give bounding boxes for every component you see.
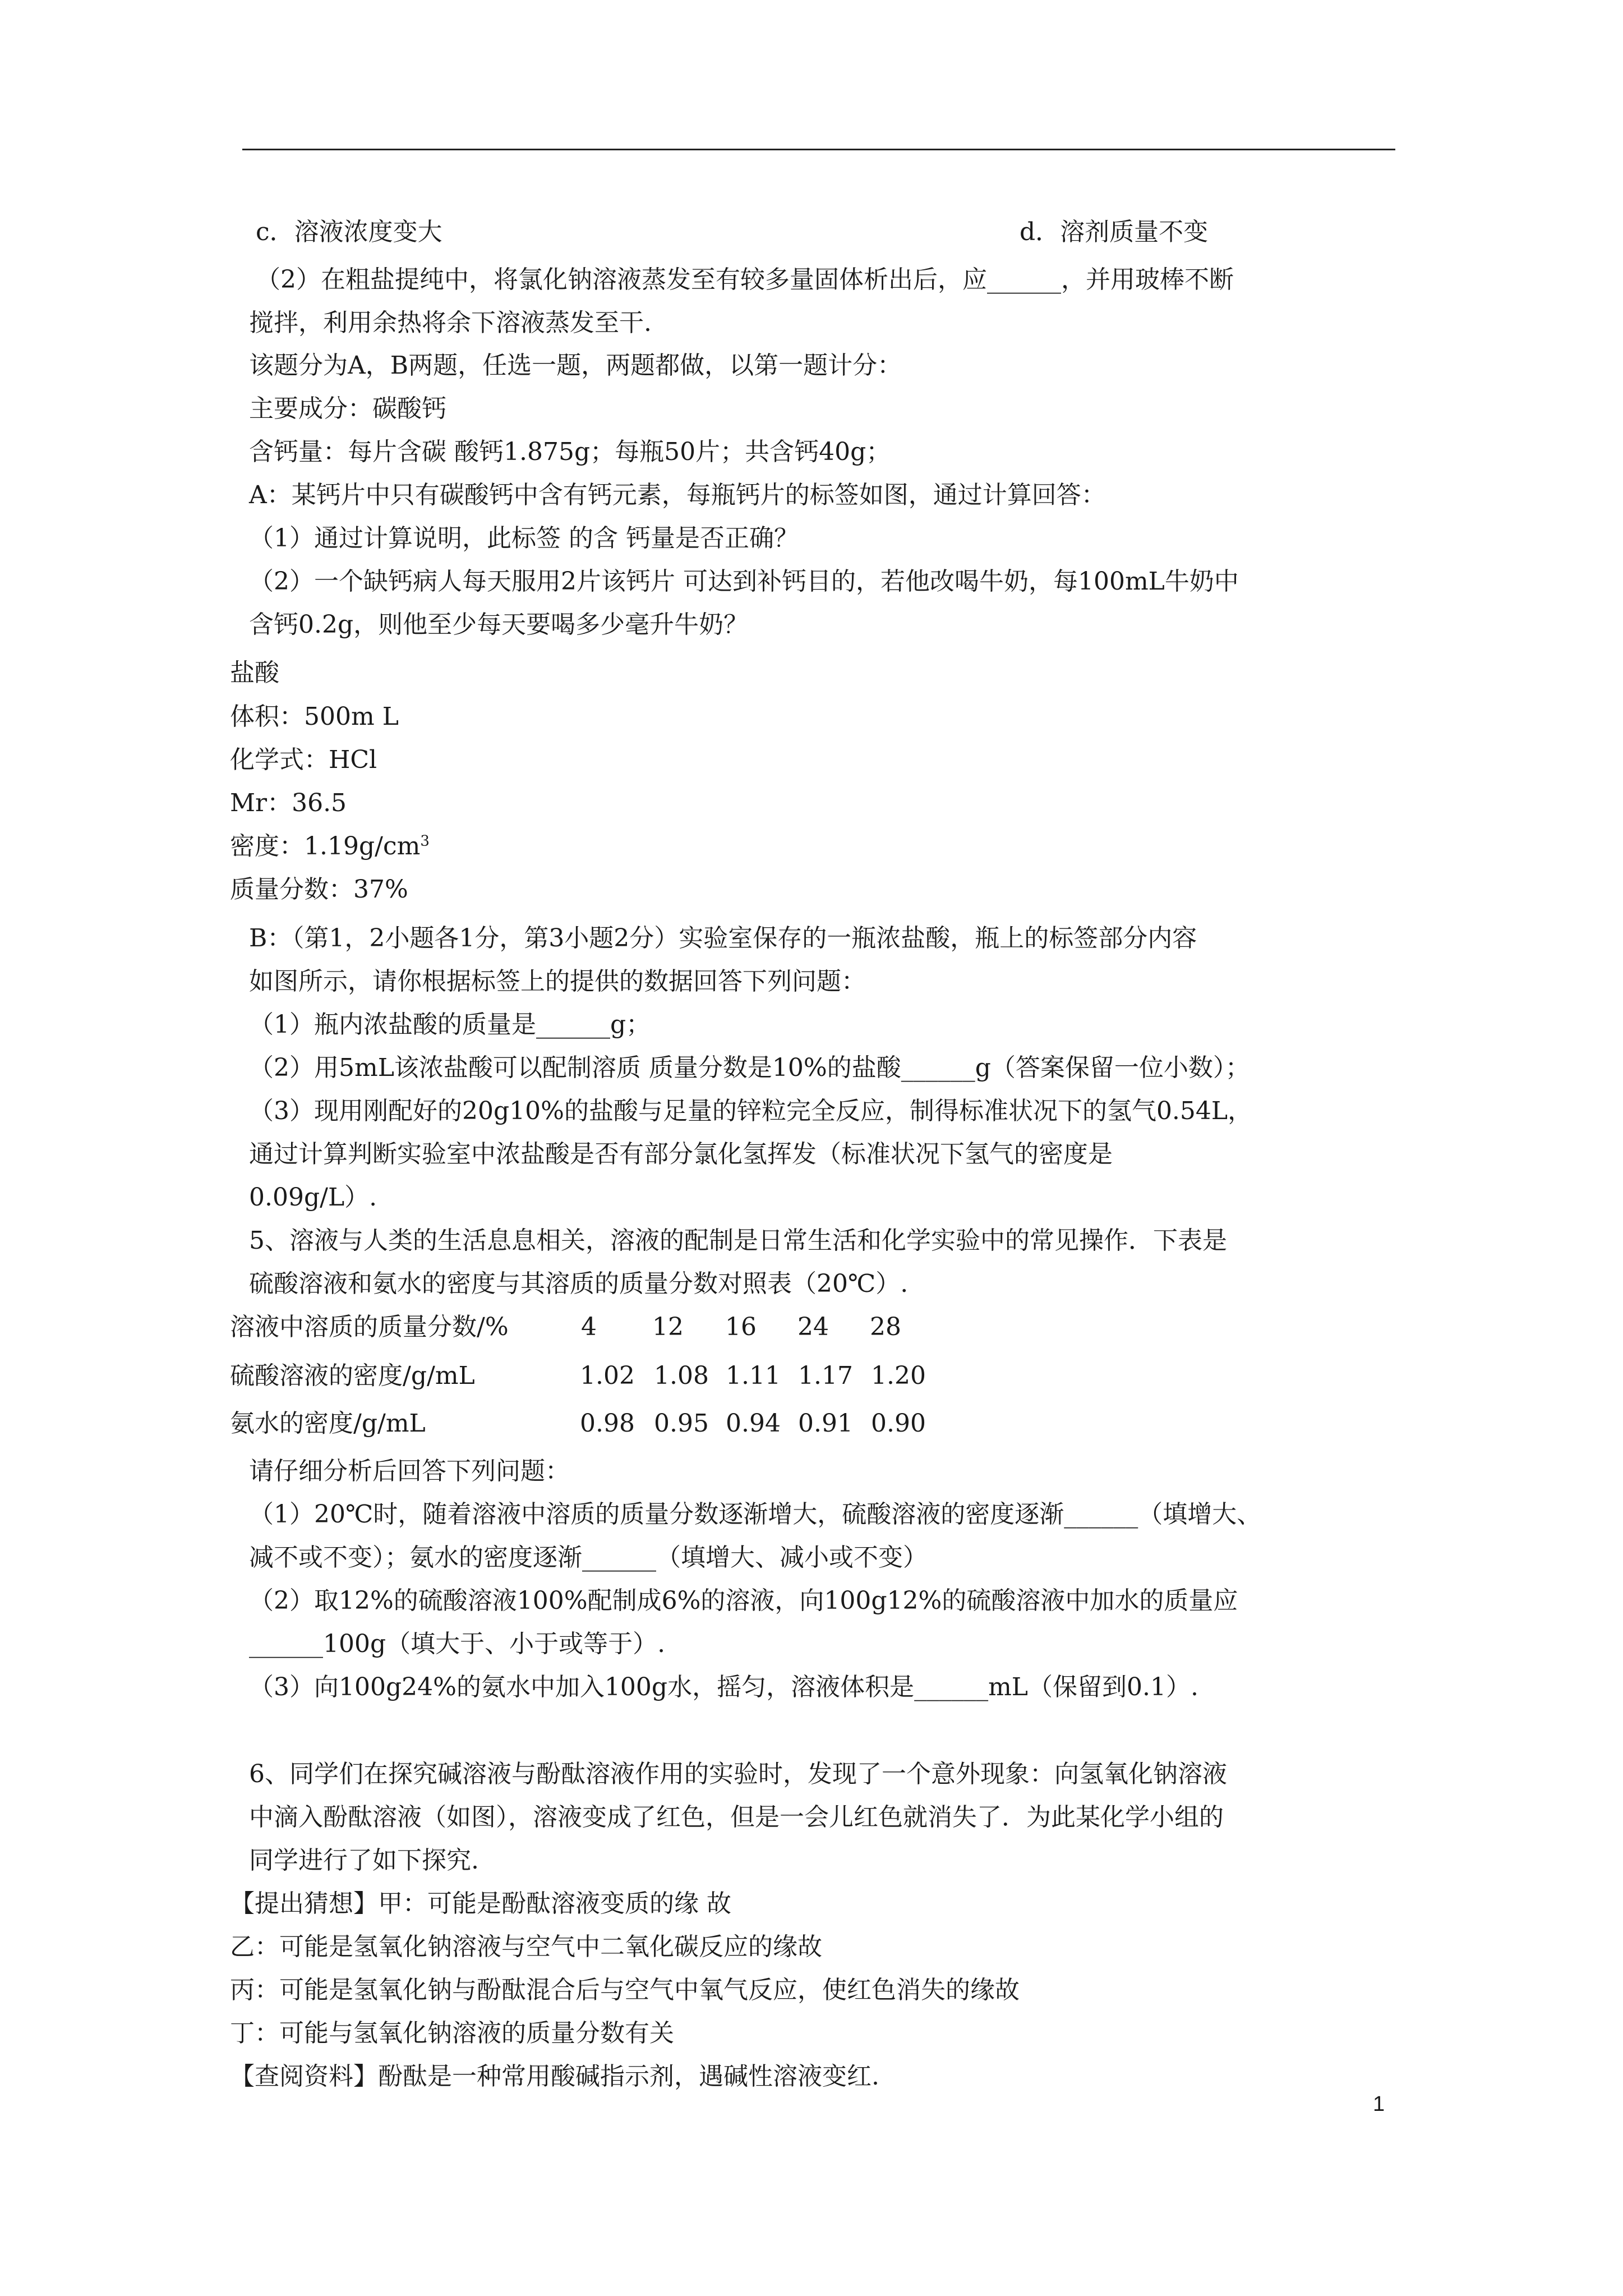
hcl-mr: Mr：36.5 (230, 789, 347, 817)
q6-hypothesis-b: 乙：可能是氢氧化钠溶液与空气中二氧化碳反应的缘故 (230, 1932, 822, 1961)
row-label: 溶液中溶质的质量分数/% (230, 1313, 509, 1341)
hcl-density: 密度：$1.19g/cm^3$ (230, 832, 430, 861)
row-label: 氨水的密度/g/mL (230, 1409, 426, 1438)
q6-line2: 中滴入酚酞溶液（如图），溶液变成了红色，但是一会儿红色就消失了．为此某化学小组的 (249, 1803, 1224, 1832)
table-cell: 1.11 (726, 1361, 781, 1390)
table-cell: 1.08 (654, 1361, 709, 1390)
header-rule (242, 149, 1395, 150)
q5-question-3: （3）向100g24%的氨水中加入100g水，摇匀，溶液体积是______mL（保留到0.1）. (249, 1673, 1198, 1701)
part-a-line2: （1）通过计算说明，此标签 的含 钙量是否正确？ (249, 524, 799, 553)
table-cell: 0.98 (580, 1409, 635, 1438)
table-cell: 24 (797, 1313, 829, 1341)
part-b-line3: （1）瓶内浓盐酸的质量是______g； (249, 1010, 651, 1039)
q6-hypothesis-a: 【提出猜想】甲：可能是酚酞溶液变质的缘 故 (230, 1889, 731, 1918)
hcl-formula: 化学式：HCl (230, 746, 377, 774)
q5-question-2a: （2）取12%的硫酸溶液100%配制成6%的溶液，向100g12%的硫酸溶液中加水的质量应 (249, 1586, 1238, 1615)
part-a-line1: A：某钙片中只有碳酸钙中含有钙元素，每瓶钙片的标签如图，通过计算回答： (249, 481, 1106, 509)
part-b-line1: B：（第1，2小题各1分，第3小题2分）实验室保存的一瓶浓盐酸，瓶上的标签部分内容 (249, 924, 1197, 953)
option-d: d．溶剂质量不变 (1020, 218, 1209, 246)
table-cell: 1.17 (798, 1361, 853, 1390)
table-cell: 12 (652, 1313, 684, 1341)
table-cell: 0.91 (798, 1409, 853, 1438)
part-b-line4: （2）用5mL该浓盐酸可以配制溶质 质量分数是10%的盐酸______g（答案保留一位小数）； (249, 1053, 1250, 1082)
option-c: c．溶液浓度变大 (256, 218, 442, 246)
part-b-line2: 如图所示，请你根据标签上的提供的数据回答下列问题： (249, 967, 866, 996)
table-cell: 4 (581, 1313, 597, 1341)
q5-question-1a: （1）20℃时，随着溶液中溶质的质量分数逐渐增大，硫酸溶液的密度逐渐______（填增大、 (249, 1500, 1262, 1529)
q5-intro-line2: 硫酸溶液和氨水的密度与其溶质的质量分数对照表（20℃）. (249, 1269, 909, 1298)
part-b-line6: 通过计算判断实验室中浓盐酸是否有部分氯化氢挥发（标准状况下氢气的密度是 (249, 1140, 1113, 1168)
part-a-line4: 含钙0.2g，则他至少每天要喝多少毫升牛奶？ (249, 610, 749, 639)
hcl-volume: 体积：500m L (230, 702, 399, 731)
q6-line1: 6、同学们在探究碱溶液与酚酞溶液作用的实验时，发现了一个意外现象：向氢氧化钠溶液 (249, 1760, 1227, 1788)
q5-question-1b: 减不或不变）；氨水的密度逐渐______（填增大、减小或不变） (249, 1543, 928, 1572)
q5-question-2b: ______100g（填大于、小于或等于）. (249, 1630, 666, 1658)
table-cell: 1.02 (580, 1361, 635, 1390)
q5-question-intro: 请仔细分析后回答下列问题： (249, 1457, 570, 1485)
table-cell: 0.95 (654, 1409, 709, 1438)
q6-hypothesis-d: 丁：可能与氢氧化钠溶液的质量分数有关 (230, 2019, 674, 2047)
q5-intro-line1: 5、溶液与人类的生活息息相关，溶液的配制是日常生活和化学实验中的常见操作．下表是 (249, 1226, 1227, 1255)
q4-part2-line1: （2）在粗盐提纯中，将氯化钠溶液蒸发至有较多量固体析出后，应______，并用玻棒不断 (256, 265, 1234, 294)
table-cell: 0.94 (726, 1409, 781, 1438)
table-cell: 16 (725, 1313, 757, 1341)
ab-intro: 该题分为A，B两题，任选一题，两题都做，以第一题计分： (249, 351, 902, 380)
part-a-line3: （2）一个缺钙病人每天服用2片该钙片 可达到补钙目的，若他改喝牛奶，每100mL牛奶中 (249, 567, 1239, 596)
table-cell: 1.20 (871, 1361, 926, 1390)
hcl-name: 盐酸 (230, 659, 279, 687)
q4-part2-line2: 搅拌，利用余热将余下溶液蒸发至干. (249, 309, 652, 337)
part-b-line7: 0.09g/L）. (249, 1183, 377, 1212)
page-number: 1 (1373, 2092, 1385, 2116)
part-b-line5: （3）现用刚配好的20g10%的盐酸与足量的锌粒完全反应，制得标准状况下的氢气0.54L， (249, 1097, 1253, 1125)
table-cell: 28 (870, 1313, 901, 1341)
row-label: 硫酸溶液的密度/g/mL (230, 1361, 475, 1390)
calcium-content: 含钙量：每片含碳 酸钙1.875g；每瓶50片；共含钙40g； (249, 438, 891, 466)
table-cell: 0.90 (871, 1409, 926, 1438)
hcl-fraction: 质量分数：37% (230, 875, 408, 904)
q6-reference: 【查阅资料】酚酞是一种常用酸碱指示剂，遇碱性溶液变红. (230, 2062, 879, 2091)
calcium-component: 主要成分：碳酸钙 (249, 394, 446, 423)
q6-line3: 同学进行了如下探究. (249, 1846, 479, 1875)
q6-hypothesis-c: 丙：可能是氢氧化钠与酚酞混合后与空气中氧气反应，使红色消失的缘故 (230, 1976, 1020, 2004)
